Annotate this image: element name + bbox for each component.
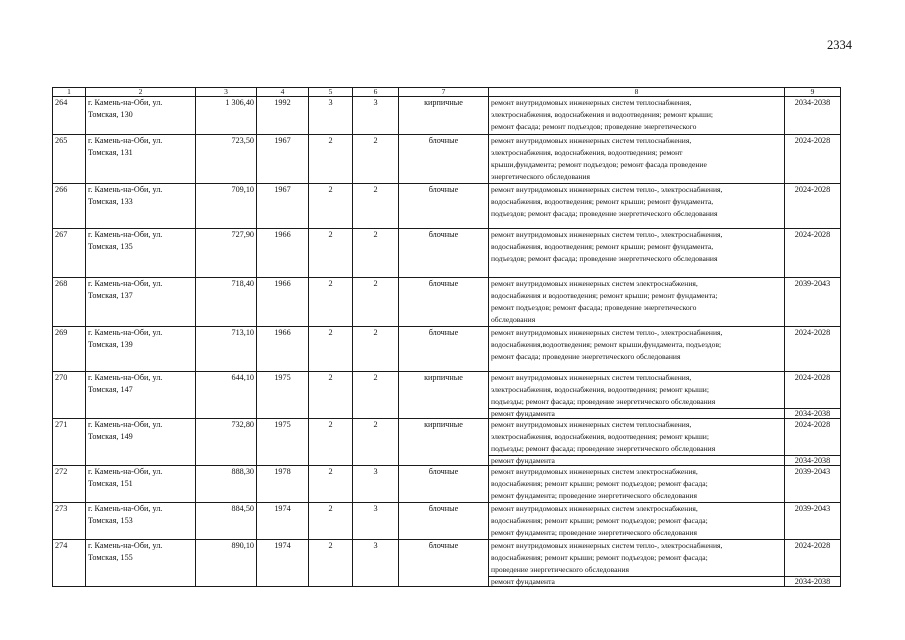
address-cell — [86, 97, 196, 135]
table-row — [53, 419, 841, 456]
table-row — [53, 466, 841, 503]
text-line: г. Камень-на-Оби, ул. — [88, 328, 163, 337]
text-line: ремонт внутридомовых инженерных систем тепло-, электроснабжения, — [491, 541, 723, 550]
year-cell: 1975 — [257, 372, 309, 419]
area-cell: 718,40 — [196, 278, 257, 327]
area-cell: 644,10 — [196, 372, 257, 419]
floors-cell: 2 — [309, 229, 353, 278]
text-line: ремонт фундамента; проведение энергетического обследования — [491, 491, 697, 500]
housing-repair-table — [52, 87, 841, 587]
entrances-cell: 3 — [353, 540, 399, 587]
address-cell — [86, 184, 196, 229]
repair-works-cell — [489, 372, 785, 409]
text-line: водоснабжения; ремонт крыши; ремонт подъездов; ремонт фасада; — [491, 516, 708, 525]
address-cell — [86, 466, 196, 503]
repair-works-cell — [489, 184, 785, 229]
table-row — [53, 372, 841, 409]
text-line: электроснабжения, водоснабжения, водоотведения; ремонт крыши; — [491, 385, 709, 394]
text-line: ремонт внутридомовых инженерных систем тепло-, электроснабжения, — [491, 230, 723, 239]
column-number: 6 — [353, 88, 399, 97]
text-line: Томская, 137 — [88, 291, 133, 300]
table-row — [53, 503, 841, 540]
address-cell — [86, 278, 196, 327]
entrances-cell: 2 — [353, 419, 399, 466]
table-row — [53, 327, 841, 372]
table-row — [53, 278, 841, 327]
area-cell: 709,10 — [196, 184, 257, 229]
column-number: 9 — [785, 88, 841, 97]
row-number-cell: 266 — [53, 184, 86, 229]
repair-works-cell — [489, 278, 785, 327]
repair-period-cell: 2024-2028 — [785, 419, 841, 456]
repair-period-cell: 2024-2028 — [785, 327, 841, 372]
year-cell: 1966 — [257, 327, 309, 372]
wall-material-cell: блочные — [399, 278, 489, 327]
floors-cell: 2 — [309, 184, 353, 229]
row-number-cell: 271 — [53, 419, 86, 466]
wall-material-cell: кирпичные — [399, 97, 489, 135]
year-cell: 1975 — [257, 419, 309, 466]
row-number-cell: 273 — [53, 503, 86, 540]
address-cell — [86, 327, 196, 372]
repair-works-cell — [489, 503, 785, 540]
wall-material-cell: блочные — [399, 540, 489, 587]
text-line: крыши,фундамента; ремонт подъездов; ремонт фасада проведение — [491, 160, 707, 169]
text-line: ремонт внутридомовых инженерных систем теплоснабжения, — [491, 420, 692, 429]
address-cell — [86, 135, 196, 184]
column-number: 7 — [399, 88, 489, 97]
text-line: подъезды; ремонт фасада; проведение энергетического обследования — [491, 397, 716, 406]
repair-works-cell — [489, 327, 785, 372]
text-line: г. Камень-на-Оби, ул. — [88, 279, 163, 288]
row-number-cell: 272 — [53, 466, 86, 503]
text-line: ремонт фундамента; проведение энергетического обследования — [491, 528, 697, 537]
repair-works-cell — [489, 466, 785, 503]
text-line: ремонт фундамента — [491, 577, 555, 586]
repair-period-cell: 2039-2043 — [785, 278, 841, 327]
area-cell: 713,10 — [196, 327, 257, 372]
entrances-cell: 2 — [353, 135, 399, 184]
text-line: ремонт внутридомовых инженерных систем теплоснабжения, — [491, 136, 692, 145]
repair-period-cell: 2024-2028 — [785, 372, 841, 409]
row-number-cell: 274 — [53, 540, 86, 587]
wall-material-cell: кирпичные — [399, 372, 489, 419]
year-cell: 1974 — [257, 503, 309, 540]
text-line: ремонт внутридомовых инженерных систем тепло-, электроснабжения, — [491, 185, 723, 194]
wall-material-cell: блочные — [399, 184, 489, 229]
repair-period-cell: 2034-2038 — [785, 409, 841, 419]
text-line: подъездов; ремонт фасада; проведение энергетического обследования — [491, 254, 718, 263]
area-cell: 723,50 — [196, 135, 257, 184]
repair-period-cell: 2024-2028 — [785, 135, 841, 184]
entrances-cell: 2 — [353, 372, 399, 419]
text-line: Томская, 130 — [88, 110, 133, 119]
text-line: Томская, 147 — [88, 385, 133, 394]
row-number-cell: 268 — [53, 278, 86, 327]
repair-works-cell — [489, 409, 785, 419]
repair-period-cell: 2024-2028 — [785, 229, 841, 278]
text-line: г. Камень-на-Оби, ул. — [88, 230, 163, 239]
column-number-row — [53, 88, 841, 97]
area-cell: 1 306,40 — [196, 97, 257, 135]
wall-material-cell: блочные — [399, 503, 489, 540]
text-line: энергетического обследования — [491, 172, 590, 181]
address-cell — [86, 229, 196, 278]
column-number: 4 — [257, 88, 309, 97]
text-line: водоснабжения, водоотведения; ремонт крыши; ремонт фундамента, — [491, 197, 714, 206]
repair-works-cell — [489, 577, 785, 587]
area-cell: 888,30 — [196, 466, 257, 503]
text-line: ремонт фундамента — [491, 409, 555, 418]
text-line: водоснабжения,водоотведения; ремонт крыши,фундамента, подъездов; — [491, 340, 722, 349]
text-line: г. Камень-на-Оби, ул. — [88, 420, 163, 429]
floors-cell: 2 — [309, 503, 353, 540]
repair-works-cell — [489, 456, 785, 466]
text-line: ремонт фасада; ремонт подъездов; проведение энергетического — [491, 122, 697, 131]
wall-material-cell: блочные — [399, 135, 489, 184]
floors-cell: 2 — [309, 466, 353, 503]
table-body — [53, 88, 841, 587]
text-line: подъездов; ремонт фасада; проведение энергетического обследования — [491, 209, 718, 218]
table-row — [53, 97, 841, 135]
text-line: электроснабжения, водоснабжения, водоотведения; ремонт — [491, 148, 683, 157]
entrances-cell: 3 — [353, 466, 399, 503]
address-cell — [86, 419, 196, 466]
repair-works-cell — [489, 229, 785, 278]
text-line: г. Камень-на-Оби, ул. — [88, 504, 163, 513]
text-line: обследования — [491, 315, 536, 324]
column-number: 2 — [86, 88, 196, 97]
wall-material-cell: блочные — [399, 229, 489, 278]
text-line: ремонт фасада; проведение энергетического обследования — [491, 352, 681, 361]
floors-cell: 2 — [309, 135, 353, 184]
text-line: Томская, 149 — [88, 432, 133, 441]
repair-period-cell: 2024-2028 — [785, 184, 841, 229]
floors-cell: 3 — [309, 97, 353, 135]
floors-cell: 2 — [309, 278, 353, 327]
repair-period-cell: 2034-2038 — [785, 97, 841, 135]
text-line: ремонт внутридомовых инженерных систем электроснабжения, — [491, 467, 698, 476]
row-number-cell: 265 — [53, 135, 86, 184]
text-line: ремонт фундамента — [491, 456, 555, 465]
text-line: подъезды; ремонт фасада; проведение энергетического обследования — [491, 444, 716, 453]
entrances-cell: 3 — [353, 97, 399, 135]
text-line: Томская, 135 — [88, 242, 133, 251]
wall-material-cell: кирпичные — [399, 419, 489, 466]
wall-material-cell: блочные — [399, 327, 489, 372]
text-line: ремонт внутридомовых инженерных систем электроснабжения, — [491, 279, 698, 288]
table-row — [53, 184, 841, 229]
text-line: г. Камень-на-Оби, ул. — [88, 541, 163, 550]
entrances-cell: 2 — [353, 327, 399, 372]
column-number: 8 — [489, 88, 785, 97]
floors-cell: 2 — [309, 327, 353, 372]
page-number: 2334 — [827, 38, 852, 52]
text-line: Томская, 153 — [88, 516, 133, 525]
year-cell: 1966 — [257, 229, 309, 278]
year-cell: 1992 — [257, 97, 309, 135]
address-cell — [86, 503, 196, 540]
text-line: водоснабжения, водоотведения; ремонт крыши; ремонт фундамента, — [491, 242, 714, 251]
floors-cell: 2 — [309, 540, 353, 587]
text-line: Томская, 131 — [88, 148, 133, 157]
repair-period-cell: 2034-2038 — [785, 577, 841, 587]
table-row — [53, 540, 841, 577]
entrances-cell: 2 — [353, 278, 399, 327]
text-line: г. Камень-на-Оби, ул. — [88, 98, 163, 107]
area-cell: 884,50 — [196, 503, 257, 540]
year-cell: 1966 — [257, 278, 309, 327]
column-number: 5 — [309, 88, 353, 97]
repair-period-cell: 2024-2028 — [785, 540, 841, 577]
area-cell: 727,90 — [196, 229, 257, 278]
text-line: ремонт внутридомовых инженерных систем теплоснабжения, — [491, 98, 692, 107]
text-line: г. Камень-на-Оби, ул. — [88, 136, 163, 145]
repair-period-cell: 2034-2038 — [785, 456, 841, 466]
repair-works-cell — [489, 419, 785, 456]
area-cell: 732,80 — [196, 419, 257, 466]
repair-works-cell — [489, 135, 785, 184]
column-number: 1 — [53, 88, 86, 97]
repair-works-cell — [489, 540, 785, 577]
repair-period-cell: 2039-2043 — [785, 466, 841, 503]
text-line: электроснабжения, водоснабжения, водоотведения; ремонт крыши; — [491, 432, 709, 441]
year-cell: 1974 — [257, 540, 309, 587]
text-line: водоснабжения и водоотведения; ремонт крыши; ремонт фундамента; — [491, 291, 718, 300]
text-line: ремонт внутридомовых инженерных систем тепло-, электроснабжения, — [491, 328, 723, 337]
address-cell — [86, 540, 196, 587]
row-number-cell: 267 — [53, 229, 86, 278]
entrances-cell: 2 — [353, 184, 399, 229]
year-cell: 1967 — [257, 135, 309, 184]
text-line: Томская, 151 — [88, 479, 133, 488]
text-line: г. Камень-на-Оби, ул. — [88, 373, 163, 382]
column-number: 3 — [196, 88, 257, 97]
text-line: г. Камень-на-Оби, ул. — [88, 185, 163, 194]
floors-cell: 2 — [309, 419, 353, 466]
text-line: Томская, 133 — [88, 197, 133, 206]
table-row — [53, 135, 841, 184]
entrances-cell: 3 — [353, 503, 399, 540]
repair-period-cell: 2039-2043 — [785, 503, 841, 540]
text-line: Томская, 155 — [88, 553, 133, 562]
text-line: ремонт внутридомовых инженерных систем теплоснабжения, — [491, 373, 692, 382]
table-row — [53, 229, 841, 278]
text-line: г. Камень-на-Оби, ул. — [88, 467, 163, 476]
year-cell: 1978 — [257, 466, 309, 503]
text-line: водоснабжения; ремонт крыши; ремонт подъездов; ремонт фасада; — [491, 553, 708, 562]
entrances-cell: 2 — [353, 229, 399, 278]
repair-works-cell — [489, 97, 785, 135]
wall-material-cell: блочные — [399, 466, 489, 503]
text-line: водоснабжения; ремонт крыши; ремонт подъездов; ремонт фасада; — [491, 479, 708, 488]
text-line: Томская, 139 — [88, 340, 133, 349]
text-line: электроснабжения, водоснабжения и водоотведения; ремонт крыши; — [491, 110, 714, 119]
row-number-cell: 270 — [53, 372, 86, 419]
year-cell: 1967 — [257, 184, 309, 229]
address-cell — [86, 372, 196, 419]
text-line: проведение энергетического обследования — [491, 565, 630, 574]
row-number-cell: 264 — [53, 97, 86, 135]
text-line: ремонт подъездов; ремонт фасада; проведение энергетического — [491, 303, 697, 312]
text-line: ремонт внутридомовых инженерных систем электроснабжения, — [491, 504, 698, 513]
floors-cell: 2 — [309, 372, 353, 419]
area-cell: 890,10 — [196, 540, 257, 587]
row-number-cell: 269 — [53, 327, 86, 372]
